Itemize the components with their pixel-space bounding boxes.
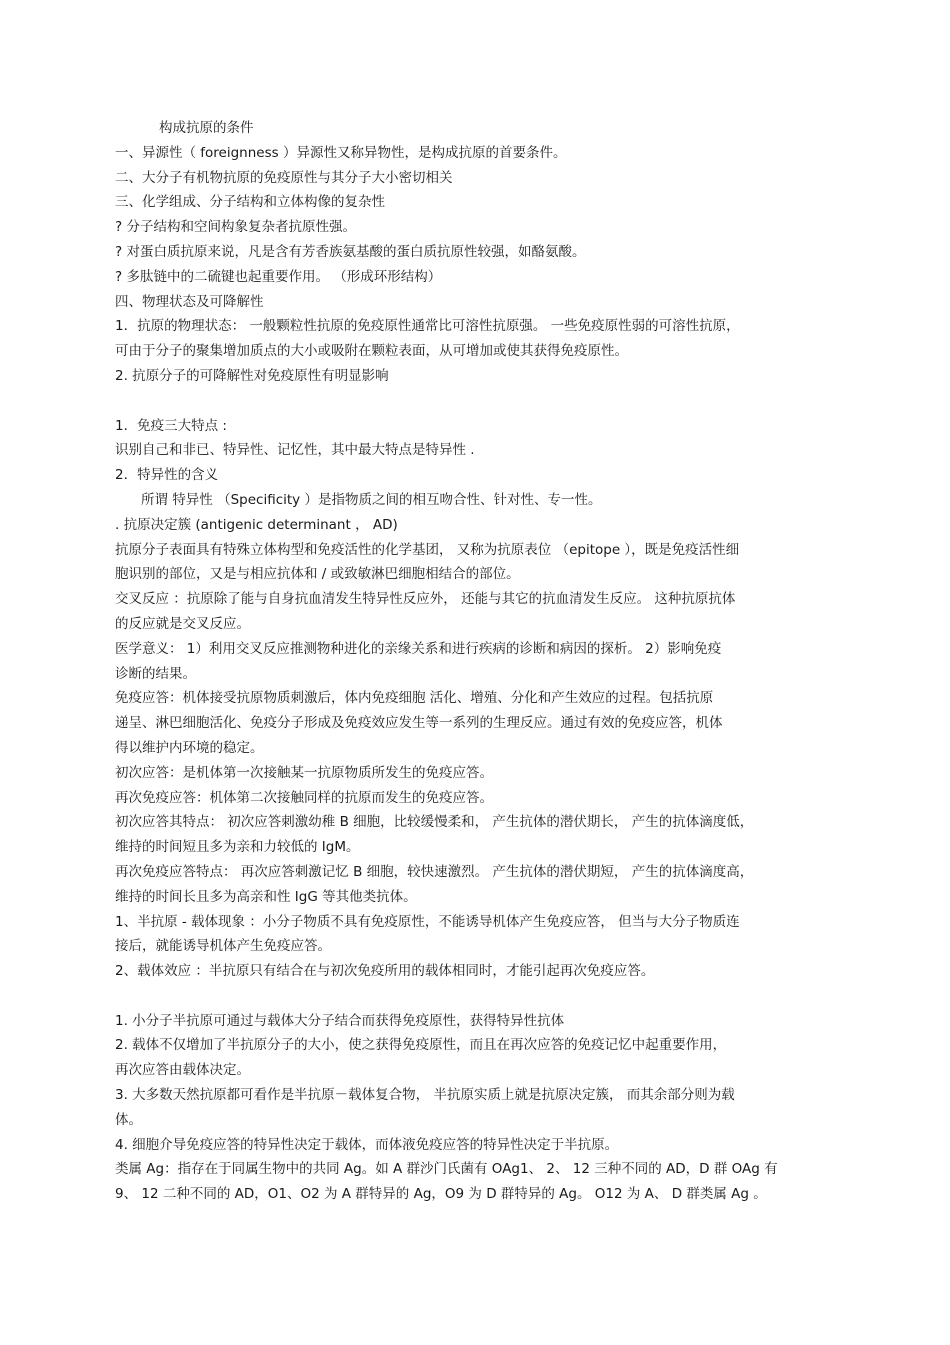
text-line: 胞识别的部位，又是与相应抗体和 / 或致敏淋巴细胞相结合的部位。 xyxy=(115,566,520,583)
text-line: 免疫应答：机体接受抗原物质刺激后，体内免疫细胞 活化、增殖、分化和产生效应的过程。包括抗原 xyxy=(115,690,714,707)
text-line: 维持的时间短且多为亲和力较低的 IgM。 xyxy=(115,839,360,856)
section-heading: 构成抗原的条件 xyxy=(159,120,254,136)
text-line: ? 多肽链中的二硫键也起重要作用。 （形成环形结构） xyxy=(115,268,442,285)
text-line: 可由于分子的聚集增加质点的大小或吸附在颗粒表面，从可增加或使其获得免疫原性。 xyxy=(115,343,628,360)
text-line: 再次应答由载体决定。 xyxy=(115,1062,250,1079)
text-line: 2．特异性的含义 xyxy=(115,467,219,484)
text-line: 1．免疫三大特点 : xyxy=(115,417,227,434)
text-line: ? 分子结构和空间构象复杂者抗原性强。 xyxy=(115,219,356,236)
text-line: 初次应答其特点： 初次应答刺激幼稚 B 细胞，比较缓慢柔和， 产生抗体的潜伏期长， 产生的抗体滴度低， xyxy=(115,814,754,831)
text-line: 1. 小分子半抗原可通过与载体大分子结合而获得免疫原性，获得特异性抗体 xyxy=(115,1012,565,1029)
text-line: 维持的时间长且多为高亲和性 IgG 等其他类抗体。 xyxy=(115,888,417,905)
blank-line xyxy=(115,984,875,1009)
text-line: 再次免疫应答：机体第二次接触同样的抗原而发生的免疫应答。 xyxy=(115,789,493,806)
text-line: 递呈、淋巴细胞活化、免疫分子形成及免疫效应发生等一系列的生理反应。通过有效的免疫应答，机体 xyxy=(115,715,723,732)
text-line: 4. 细胞介导免疫应答的特异性决定于载体，而体液免疫应答的特异性决定于半抗原。 xyxy=(115,1136,619,1153)
text-line: 的反应就是交叉反应。 xyxy=(115,615,250,632)
text-line: 二、大分子有机物抗原的免疫原性与其分子大小密切相关 xyxy=(115,169,453,186)
text-line: 3. 大多数天然抗原都可看作是半抗原－载体复合物， 半抗原实质上就是抗原决定簇， 而其余部分则为载 xyxy=(115,1087,735,1104)
text-line: 类属 Ag：指存在于同属生物中的共同 Ag。如 A 群沙门氏菌有 OAg1、 2、 12 三种不同的 AD，D 群 OAg 有 xyxy=(115,1161,778,1178)
document-body xyxy=(115,116,875,1207)
text-line: 抗原分子表面具有特殊立体构型和免疫活性的化学基团， 又称为抗原表位 （epitope ），既是免疫活性细 xyxy=(115,541,740,558)
text-line: 三、化学组成、分子结构和立体构像的复杂性 xyxy=(115,194,385,211)
text-line: 1、半抗原 - 载体现象 ：小分子物质不具有免疫原性，不能诱导机体产生免疫应答， 但当与大分子物质连 xyxy=(115,913,740,930)
text-line: 2. 载体不仅增加了半抗原分子的大小，使之获得免疫原性，而且在再次应答的免疫记忆中起重要作用， xyxy=(115,1037,727,1054)
text-line: 得以维护内环境的稳定。 xyxy=(115,739,264,756)
text-line: 9、 12 二种不同的 AD，O1、O2 为 A 群特异的 Ag，O9 为 D 群特异的 Ag。 O12 为 A、 D 群类属 Ag 。 xyxy=(115,1186,767,1203)
text-line: 交叉反应 ：抗原除了能与自身抗血清发生特异性反应外， 还能与其它的抗血清发生反应。 这种抗原抗体 xyxy=(115,591,736,608)
text-line: 所谓 特异性 （Specificity ）是指物质之间的相互吻合性、针对性、专一性。 xyxy=(141,491,602,508)
text-line: 体。 xyxy=(115,1111,142,1128)
text-line: 2. 抗原分子的可降解性对免疫原性有明显影响 xyxy=(115,367,389,384)
blank-line xyxy=(115,389,875,414)
text-line: 接后，就能诱导机体产生免疫应答。 xyxy=(115,938,331,955)
text-line: 初次应答：是机体第一次接触某一抗原物质所发生的免疫应答。 xyxy=(115,764,493,781)
text-line: 医学意义： 1）利用交叉反应推测物种进化的亲缘关系和进行疾病的诊断和病因的探析。 2）影响免疫 xyxy=(115,640,722,657)
text-line: 诊断的结果。 xyxy=(115,665,196,682)
text-line: 1．抗原的物理状态： 一般颗粒性抗原的免疫原性通常比可溶性抗原强。 一些免疫原性弱的可溶性抗原， xyxy=(115,318,740,335)
text-line: 四、物理状态及可降解性 xyxy=(115,293,264,310)
text-line: 2、载体效应 ：半抗原只有结合在与初次免疫所用的载体相同时，才能引起再次免疫应答。 xyxy=(115,963,655,980)
text-line: 一、异源性（ foreignness ）异源性又称异物性，是构成抗原的首要条件。 xyxy=(115,144,567,161)
text-line: ? 对蛋白质抗原来说，凡是含有芳香族氨基酸的蛋白质抗原性较强，如酪氨酸。 xyxy=(115,243,586,260)
text-line: 识别自己和非已、特异性、记忆性，其中最大特点是特异性 . xyxy=(115,442,475,459)
text-line: . 抗原决定簇 (antigenic determinant ， AD) xyxy=(115,516,398,533)
text-line: 再次免疫应答特点： 再次应答刺激记忆 B 细胞，较快速激烈。 产生抗体的潜伏期短， 产生的抗体滴度高， xyxy=(115,863,754,880)
